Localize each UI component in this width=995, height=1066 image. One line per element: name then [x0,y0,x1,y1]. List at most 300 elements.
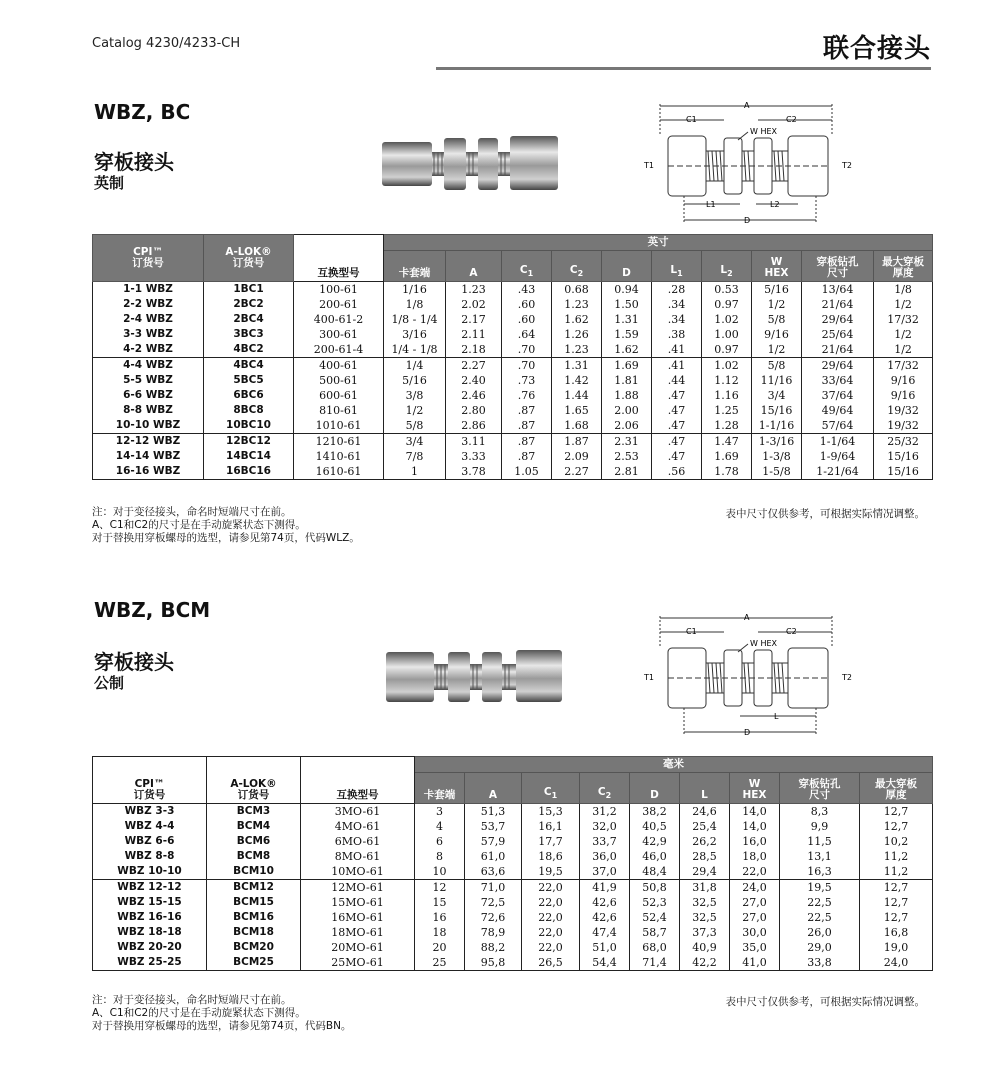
note-line: 注：对于变径接头，命名时短端尺寸在前。 [92,994,292,1006]
table-cell: 0.53 [702,282,752,298]
table-cell: 25 [415,955,465,971]
column-header: CPI™ 订货号 [93,757,207,804]
table-cell: 3/16 [384,327,446,342]
spec-table-metric [92,756,933,971]
table-cell: 5/16 [384,373,446,388]
table-cell: 1-3/8 [752,449,802,464]
table-cell: 2.11 [446,327,502,342]
table-cell: 18,6 [522,849,580,864]
table-row [93,955,933,971]
table-cell: 1.31 [602,312,652,327]
column-header: A [446,251,502,282]
table-cell: 26,0 [780,925,860,940]
table-cell: 1.16 [702,388,752,403]
column-header: 穿板钻孔 尺寸 [780,773,860,804]
column-header: A-LOK® 订货号 [204,235,294,282]
table-row [93,282,933,298]
table-row [93,804,933,820]
column-header: 互换型号 [301,757,415,804]
table-row [93,373,933,388]
table-cell: 1.81 [602,373,652,388]
table-cell: 1.68 [552,418,602,434]
table-cell: 1.23 [552,342,602,358]
table-cell: 12 [415,880,465,896]
note-disclaimer: 表中尺寸仅供参考，可根据实际情况调整。 [725,996,925,1008]
table-cell: 52,3 [630,895,680,910]
table-cell: 28,5 [680,849,730,864]
table-cell: 12MO-61 [301,880,415,896]
table-cell: 68,0 [630,940,680,955]
table-cell: 1.26 [552,327,602,342]
table-row [93,895,933,910]
unit-header: 英寸 [384,235,933,251]
section-code: WBZ, BCM [94,598,211,622]
table-cell: .73 [502,373,552,388]
table-cell: 1.31 [552,358,602,374]
column-header: $C_2$ [580,773,630,804]
table-cell: 1.47 [702,434,752,450]
table-cell: 15 [415,895,465,910]
table-cell: 19,5 [522,864,580,880]
table-cell: 12,7 [860,819,933,834]
table-cell: 8-8 WBZ [93,403,204,418]
table-cell: 42,6 [580,910,630,925]
table-cell: BCM12 [207,880,301,896]
table-cell: 29,4 [680,864,730,880]
unit-header: 毫米 [415,757,933,773]
table-cell: 2.27 [446,358,502,374]
table-row [93,864,933,880]
table-cell: 1/2 [874,342,933,358]
table-cell: WBZ 4-4 [93,819,207,834]
table-cell: 600-61 [294,388,384,403]
table-cell: 10-10 WBZ [93,418,204,434]
table-cell: 33,8 [780,955,860,971]
table-cell: 24,0 [730,880,780,896]
svg-text:T2: T2 [842,161,852,170]
table-cell: 16 [415,910,465,925]
section-name: 穿板接头 [94,650,174,674]
table-cell: 0.97 [702,342,752,358]
table-cell: 14-14 WBZ [93,449,204,464]
table-row [93,342,933,358]
table-cell: 35,0 [730,940,780,955]
table-cell: 5/16 [752,282,802,298]
table-cell: 13/64 [802,282,874,298]
table-cell: .87 [502,449,552,464]
table-cell: 1/8 - 1/4 [384,312,446,327]
column-header: A [465,773,522,804]
table-cell: 19,0 [860,940,933,955]
table-cell: 1/4 [384,358,446,374]
table-cell: 6BC6 [204,388,294,403]
table-cell: 24,0 [860,955,933,971]
svg-text:C2: C2 [786,627,797,636]
table-cell: 16,0 [730,834,780,849]
table-cell: 27,0 [730,910,780,925]
table-cell: BCM18 [207,925,301,940]
table-cell: .44 [652,373,702,388]
table-cell: 13,1 [780,849,860,864]
table-cell: 0.68 [552,282,602,298]
column-header: 穿板钻孔 尺寸 [802,251,874,282]
table-cell: 11/16 [752,373,802,388]
table-cell: 22,0 [522,925,580,940]
table-cell: 300-61 [294,327,384,342]
note-line: 对于替换用穿板螺母的选型，请参见第74页，代码BN。 [92,1020,352,1032]
table-cell: 16,8 [860,925,933,940]
table-cell: 1-1 WBZ [93,282,204,298]
table-cell: .60 [502,297,552,312]
table-cell: 8BC8 [204,403,294,418]
table-cell: .47 [652,403,702,418]
section-subtitle: 公制 [94,674,125,692]
table-cell: 2.09 [552,449,602,464]
table-cell: 17/32 [874,312,933,327]
note-line: A、C1和C2的尺寸是在手动旋紧状态下测得。 [92,519,306,531]
table-cell: .87 [502,434,552,450]
table-cell: 4-4 WBZ [93,358,204,374]
table-cell: 18MO-61 [301,925,415,940]
table-cell: 22,0 [522,940,580,955]
table-row [93,358,933,374]
table-cell: BCM4 [207,819,301,834]
table-cell: 71,4 [630,955,680,971]
table-cell: 1/2 [752,342,802,358]
table-cell: 8 [415,849,465,864]
svg-text:D: D [744,728,751,737]
table-cell: 1.62 [552,312,602,327]
svg-text:T1: T1 [644,161,654,170]
table-cell: 22,0 [522,895,580,910]
table-cell: 41,0 [730,955,780,971]
table-cell: 78,9 [465,925,522,940]
table-cell: 4BC2 [204,342,294,358]
table-cell: 72,5 [465,895,522,910]
table-cell: 22,5 [780,910,860,925]
table-cell: 6MO-61 [301,834,415,849]
table-cell: 1.59 [602,327,652,342]
table-cell: 42,9 [630,834,680,849]
table-cell: 500-61 [294,373,384,388]
table-cell: 2.80 [446,403,502,418]
table-cell: 4 [415,819,465,834]
table-cell: 57,9 [465,834,522,849]
table-cell: 15/16 [874,464,933,480]
table-cell: 1410-61 [294,449,384,464]
table-cell: 10 [415,864,465,880]
table-cell: 1.69 [602,358,652,374]
title-rule [436,67,931,70]
table-cell: 1210-61 [294,434,384,450]
table-row [93,403,933,418]
table-row [93,434,933,450]
fitting-photo [386,646,564,708]
table-cell: 1/8 [874,282,933,298]
table-cell: 49/64 [802,403,874,418]
table-cell: 31,8 [680,880,730,896]
column-header: 最大穿板 厚度 [860,773,933,804]
table-cell: 16MO-61 [301,910,415,925]
table-cell: 0.97 [702,297,752,312]
column-header: $C_1$ [522,773,580,804]
table-cell: 32,0 [580,819,630,834]
table-cell: 1.50 [602,297,652,312]
table-cell: 5/8 [384,418,446,434]
table-cell: 10MO-61 [301,864,415,880]
table-cell: 3BC3 [204,327,294,342]
table-cell: 30,0 [730,925,780,940]
table-cell: 47,4 [580,925,630,940]
table-cell: 53,7 [465,819,522,834]
section-code: WBZ, BC [94,100,191,124]
table-row [93,464,933,480]
svg-text:L: L [774,712,779,721]
table-cell: 63,6 [465,864,522,880]
table-row [93,880,933,896]
table-row [93,449,933,464]
table-cell: 1BC1 [204,282,294,298]
catalog-number: Catalog 4230/4233-CH [92,36,241,51]
table-cell: 3 [415,804,465,820]
table-cell: 10,2 [860,834,933,849]
table-cell: 1.25 [702,403,752,418]
table-cell: 1010-61 [294,418,384,434]
svg-text:C1: C1 [686,115,697,124]
column-header: $C_1$ [502,251,552,282]
table-cell: 3/8 [384,388,446,403]
table-cell: 1.02 [702,358,752,374]
svg-text:W HEX: W HEX [750,639,778,648]
table-cell: 15/16 [874,449,933,464]
table-cell: 17,7 [522,834,580,849]
table-row [93,819,933,834]
table-cell: 810-61 [294,403,384,418]
table-cell: 32,5 [680,910,730,925]
table-cell: 1.05 [502,464,552,480]
table-cell: .34 [652,312,702,327]
table-cell: WBZ 6-6 [93,834,207,849]
column-header: D [630,773,680,804]
column-header: $C_2$ [552,251,602,282]
table-cell: 1.78 [702,464,752,480]
table-cell: 1.23 [446,282,502,298]
note-line: A、C1和C2的尺寸是在手动旋紧状态下测得。 [92,1007,306,1019]
table-cell: 2.18 [446,342,502,358]
fitting-photo [382,132,560,194]
table-cell: 25,4 [680,819,730,834]
table-cell: WBZ 25-25 [93,955,207,971]
table-cell: 17/32 [874,358,933,374]
table-cell: 1.23 [552,297,602,312]
svg-text:L2: L2 [770,200,780,209]
notes [92,994,351,1033]
table-cell: 2.46 [446,388,502,403]
table-cell: WBZ 20-20 [93,940,207,955]
table-row [93,925,933,940]
table-cell: 40,5 [630,819,680,834]
table-cell: 50,8 [630,880,680,896]
table-cell: 2.40 [446,373,502,388]
note-disclaimer: 表中尺寸仅供参考，可根据实际情况调整。 [725,508,925,520]
table-cell: 1 [384,464,446,480]
table-cell: 200-61 [294,297,384,312]
table-cell: 8MO-61 [301,849,415,864]
column-header: D [602,251,652,282]
table-cell: 2.27 [552,464,602,480]
table-cell: 2.81 [602,464,652,480]
table-cell: WBZ 18-18 [93,925,207,940]
table-cell: 48,4 [630,864,680,880]
table-cell: BCM10 [207,864,301,880]
table-cell: 9/16 [874,373,933,388]
table-cell: 4-2 WBZ [93,342,204,358]
table-cell: 37,0 [580,864,630,880]
table-cell: 72,6 [465,910,522,925]
table-cell: 1-21/64 [802,464,874,480]
table-cell: 2.02 [446,297,502,312]
table-cell: 15MO-61 [301,895,415,910]
column-header: 卡套端 [384,251,446,282]
svg-text:W HEX: W HEX [750,127,778,136]
table-cell: 3MO-61 [301,804,415,820]
table-cell: 2.53 [602,449,652,464]
table-cell: 15,3 [522,804,580,820]
table-cell: 400-61 [294,358,384,374]
table-cell: 58,7 [630,925,680,940]
table-cell: 4MO-61 [301,819,415,834]
table-cell: 37,3 [680,925,730,940]
table-cell: 1.02 [702,312,752,327]
table-cell: 18 [415,925,465,940]
table-cell: 29/64 [802,358,874,374]
table-cell: 3.78 [446,464,502,480]
table-cell: 16-16 WBZ [93,464,204,480]
table-cell: 3-3 WBZ [93,327,204,342]
svg-text:L1: L1 [706,200,716,209]
table-cell: .47 [652,388,702,403]
table-row [93,940,933,955]
table-cell: 1/2 [874,297,933,312]
svg-text:T2: T2 [842,673,852,682]
table-cell: .34 [652,297,702,312]
table-cell: 1.62 [602,342,652,358]
table-cell: 2.86 [446,418,502,434]
table-cell: .41 [652,342,702,358]
table-cell: 19,5 [780,880,860,896]
table-cell: 2.00 [602,403,652,418]
table-cell: 12-12 WBZ [93,434,204,450]
table-cell: 3/4 [384,434,446,450]
table-cell: 1/2 [752,297,802,312]
table-row [93,849,933,864]
svg-text:D: D [744,216,751,225]
table-cell: 16BC16 [204,464,294,480]
table-cell: 200-61-4 [294,342,384,358]
table-cell: 1.42 [552,373,602,388]
table-cell: .64 [502,327,552,342]
table-cell: 16,3 [780,864,860,880]
column-header: $L_2$ [702,251,752,282]
table-cell: 7/8 [384,449,446,464]
table-cell: 6-6 WBZ [93,388,204,403]
table-cell: WBZ 8-8 [93,849,207,864]
table-cell: 1/2 [874,327,933,342]
table-cell: WBZ 15-15 [93,895,207,910]
table-cell: 52,4 [630,910,680,925]
table-cell: 29/64 [802,312,874,327]
column-header: 互换型号 [294,235,384,282]
table-cell: 4BC4 [204,358,294,374]
table-cell: .87 [502,418,552,434]
table-cell: 0.94 [602,282,652,298]
table-cell: 37/64 [802,388,874,403]
table-cell: 12,7 [860,910,933,925]
table-cell: 33/64 [802,373,874,388]
table-cell: .43 [502,282,552,298]
table-cell: 11,2 [860,849,933,864]
svg-text:A: A [744,101,750,110]
section-name: 穿板接头 [94,150,174,174]
table-cell: BCM16 [207,910,301,925]
table-cell: 61,0 [465,849,522,864]
table-cell: 14,0 [730,819,780,834]
table-cell: 25/32 [874,434,933,450]
table-cell: 9/16 [752,327,802,342]
table-cell: 1610-61 [294,464,384,480]
table-cell: 51,3 [465,804,522,820]
table-cell: 400-61-2 [294,312,384,327]
table-cell: 1-1/64 [802,434,874,450]
notes [92,506,360,545]
page-title: 联合接头 [822,34,931,64]
svg-text:C1: C1 [686,627,697,636]
table-cell: 1.65 [552,403,602,418]
table-cell: 12BC12 [204,434,294,450]
table-cell: 100-61 [294,282,384,298]
table-cell: 3.11 [446,434,502,450]
table-cell: 24,6 [680,804,730,820]
table-cell: 2.31 [602,434,652,450]
column-header: $L_1$ [652,251,702,282]
table-cell: 42,2 [680,955,730,971]
table-cell: 12,7 [860,895,933,910]
table-cell: WBZ 12-12 [93,880,207,896]
svg-text:C2: C2 [786,115,797,124]
note-line: 注：对于变径接头，命名时短端尺寸在前。 [92,506,292,518]
table-cell: 1.00 [702,327,752,342]
table-cell: 1/4 - 1/8 [384,342,446,358]
table-cell: BCM3 [207,804,301,820]
table-cell: 38,2 [630,804,680,820]
dimension-diagram [640,96,860,231]
table-cell: 1.44 [552,388,602,403]
table-cell: WBZ 16-16 [93,910,207,925]
column-header: W HEX [730,773,780,804]
table-cell: 19/32 [874,418,933,434]
table-cell: 31,2 [580,804,630,820]
table-cell: .38 [652,327,702,342]
table-cell: 19/32 [874,403,933,418]
note-line: 对于替换用穿板螺母的选型，请参见第74页，代码WLZ。 [92,532,360,544]
table-cell: 26,5 [522,955,580,971]
table-cell: 20MO-61 [301,940,415,955]
table-cell: 2BC4 [204,312,294,327]
table-cell: WBZ 3-3 [93,804,207,820]
table-cell: BCM25 [207,955,301,971]
table-cell: 1.28 [702,418,752,434]
table-cell: 27,0 [730,895,780,910]
